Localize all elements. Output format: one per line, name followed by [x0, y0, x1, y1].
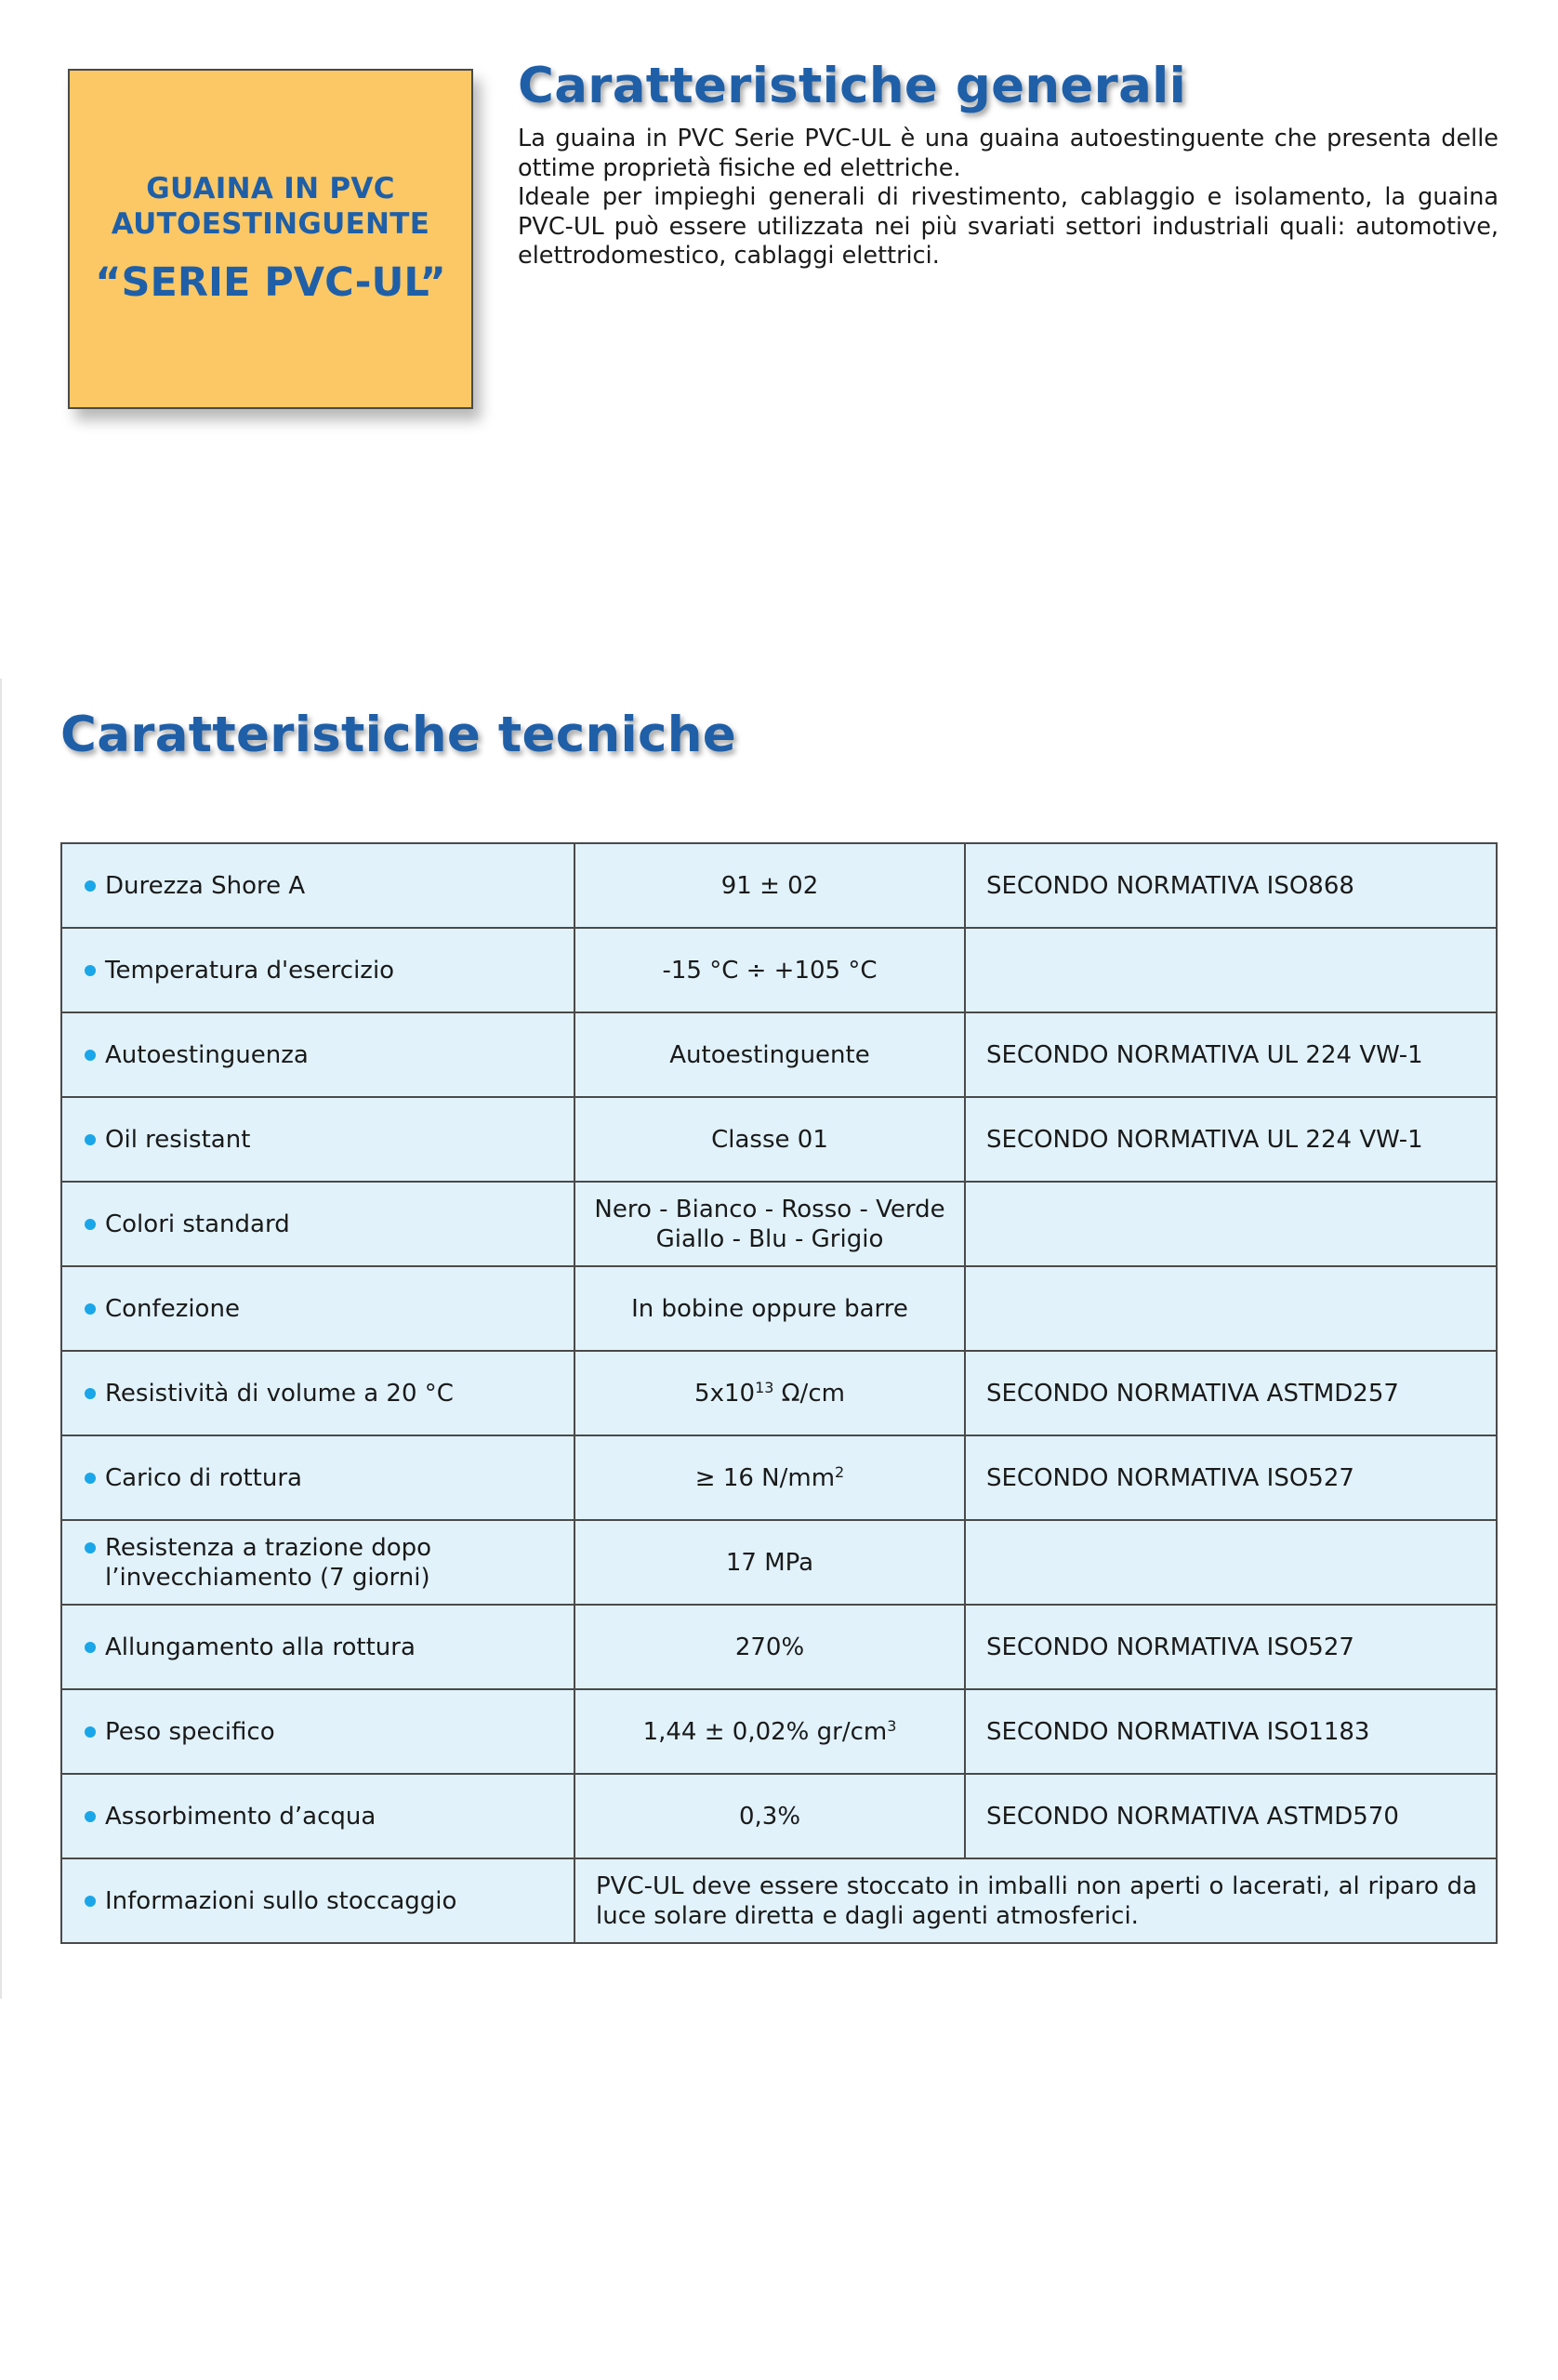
spec-value-exponent: 2 — [835, 1462, 845, 1481]
general-paragraph-2: Ideale per impieghi generali di rivestimento, cablaggio e isolamento, la guaina PVC-UL può essere utilizzata nei più svariati settori industriali quali: automotive, elettrodomestico, cablaggi elettrici. — [518, 183, 1499, 270]
spec-label: Informazioni sullo stoccaggio — [105, 1886, 457, 1915]
bullet-icon — [85, 1134, 96, 1145]
table-row — [61, 1435, 1497, 1520]
spec-value-unit: Ω/cm — [773, 1379, 845, 1408]
spec-label: Durezza Shore A — [105, 871, 306, 900]
general-features-heading: Caratteristiche generali — [518, 58, 1187, 114]
spec-value: Classe 01 — [574, 1097, 965, 1182]
spec-norm: SECONDO NORMATIVA ASTMD257 — [965, 1351, 1497, 1435]
left-margin-rule — [0, 679, 2, 1999]
spec-label: Autoestinguenza — [105, 1040, 309, 1069]
spec-norm — [965, 928, 1497, 1012]
spec-value: 270% — [574, 1605, 965, 1689]
spec-label: Assorbimento d’acqua — [105, 1802, 376, 1831]
spec-label-cell — [61, 1858, 574, 1943]
spec-norm: SECONDO NORMATIVA ISO527 — [965, 1435, 1497, 1520]
spec-value-exponent: 13 — [755, 1378, 774, 1396]
spec-value-base: 5x10 — [694, 1379, 756, 1408]
spec-norm: SECONDO NORMATIVA ISO1183 — [965, 1689, 1497, 1774]
spec-norm: SECONDO NORMATIVA ISO868 — [965, 843, 1497, 928]
bullet-icon — [85, 1473, 96, 1484]
table-row — [61, 1858, 1497, 1943]
spec-norm — [965, 1182, 1497, 1266]
bullet-icon — [85, 1388, 96, 1399]
spec-norm: SECONDO NORMATIVA ISO527 — [965, 1605, 1497, 1689]
general-features-text — [518, 125, 1499, 271]
table-row — [61, 1351, 1497, 1435]
spec-label-cell — [61, 1182, 574, 1266]
product-series: “SERIE PVC-UL” — [95, 259, 446, 306]
spec-label-cell — [61, 1351, 574, 1435]
table-row — [61, 1605, 1497, 1689]
spec-value: 17 MPa — [574, 1520, 965, 1605]
table-row — [61, 1012, 1497, 1097]
spec-value — [574, 1689, 965, 1774]
spec-label-cell — [61, 1605, 574, 1689]
product-title-box — [68, 69, 473, 409]
spec-label-cell — [61, 1689, 574, 1774]
table-row — [61, 1520, 1497, 1605]
spec-value-line: Giallo - Blu - Grigio — [655, 1224, 884, 1253]
spec-norm: SECONDO NORMATIVA UL 224 VW-1 — [965, 1097, 1497, 1182]
spec-value: -15 °C ÷ +105 °C — [574, 928, 965, 1012]
spec-label-cell — [61, 1774, 574, 1858]
spec-label: Carico di rottura — [105, 1463, 302, 1492]
spec-label-cell — [61, 1435, 574, 1520]
bullet-icon — [85, 880, 96, 892]
spec-value-base: ≥ 16 N/mm — [694, 1463, 836, 1492]
product-type-line1: GUAINA IN PVC — [146, 172, 395, 205]
spec-norm: SECONDO NORMATIVA ASTMD570 — [965, 1774, 1497, 1858]
bullet-icon — [85, 1050, 96, 1061]
spec-label: Resistività di volume a 20 °C — [105, 1379, 454, 1408]
spec-label: Oil resistant — [105, 1125, 251, 1154]
spec-label: Allungamento alla rottura — [105, 1633, 416, 1661]
spec-norm — [965, 1266, 1497, 1351]
spec-value: PVC-UL deve essere stoccato in imballi non aperti o lacerati, al riparo da luce solare diretta e dagli agenti atmosferici. — [574, 1858, 1497, 1943]
spec-label-cell — [61, 1266, 574, 1351]
bullet-icon — [85, 1811, 96, 1822]
spec-label — [105, 1533, 431, 1593]
table-row — [61, 1774, 1497, 1858]
table-row — [61, 843, 1497, 928]
bullet-icon — [85, 965, 96, 976]
bullet-icon — [85, 1896, 96, 1907]
spec-label: Confezione — [105, 1294, 240, 1323]
spec-value-base: 1,44 ± 0,02% gr/cm — [642, 1717, 888, 1746]
bullet-icon — [85, 1542, 96, 1554]
product-type-line2: AUTOESTINGUENTE — [111, 207, 430, 241]
spec-label-cell — [61, 1097, 574, 1182]
spec-label-cell — [61, 1520, 574, 1605]
spec-label-line: Resistenza a trazione dopo — [105, 1533, 432, 1562]
bullet-icon — [85, 1303, 96, 1315]
spec-norm: SECONDO NORMATIVA UL 224 VW-1 — [965, 1012, 1497, 1097]
spec-label: Colori standard — [105, 1210, 290, 1238]
bullet-icon — [85, 1219, 96, 1230]
spec-label-cell — [61, 843, 574, 928]
spec-label-line: l’invecchiamento (7 giorni) — [105, 1563, 430, 1592]
spec-value — [574, 1182, 965, 1266]
spec-value — [574, 1435, 965, 1520]
technical-features-heading: Caratteristiche tecniche — [60, 707, 736, 763]
spec-label-cell — [61, 928, 574, 1012]
spec-label-cell — [61, 1012, 574, 1097]
spec-label: Temperatura d'esercizio — [105, 956, 395, 985]
spec-value: Autoestinguente — [574, 1012, 965, 1097]
bullet-icon — [85, 1726, 96, 1738]
spec-value: In bobine oppure barre — [574, 1266, 965, 1351]
table-row — [61, 1689, 1497, 1774]
bullet-icon — [85, 1642, 96, 1653]
spec-norm — [965, 1520, 1497, 1605]
spec-value-exponent: 3 — [887, 1716, 897, 1735]
spec-value — [574, 1351, 965, 1435]
table-row — [61, 928, 1497, 1012]
spec-value-line: Nero - Bianco - Rosso - Verde — [594, 1195, 945, 1223]
technical-specs-table — [60, 842, 1498, 1944]
general-paragraph-1: La guaina in PVC Serie PVC-UL è una guaina autoestinguente che presenta delle ottime proprietà fisiche ed elettriche. — [518, 125, 1499, 182]
spec-label: Peso specifico — [105, 1717, 275, 1746]
table-row — [61, 1266, 1497, 1351]
spec-value: 91 ± 02 — [574, 843, 965, 928]
table-row — [61, 1097, 1497, 1182]
spec-value: 0,3% — [574, 1774, 965, 1858]
table-row — [61, 1182, 1497, 1266]
